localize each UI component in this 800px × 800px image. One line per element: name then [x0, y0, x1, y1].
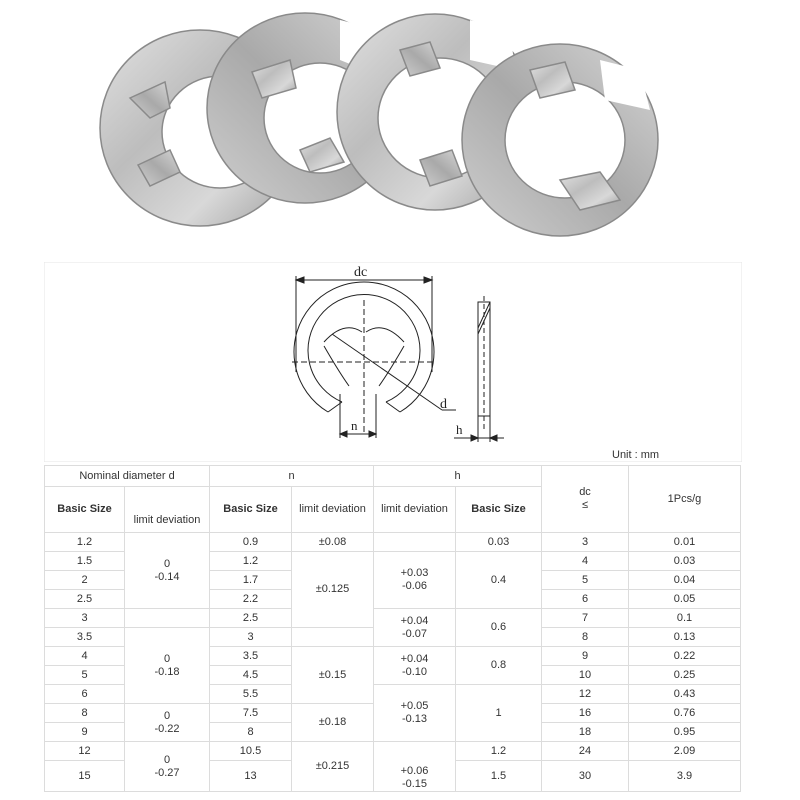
- label-n: n: [351, 418, 358, 433]
- header-h: h: [374, 466, 542, 487]
- table-row: 4 3.5 ±0.15 +0.04 -0.10 0.8 9 0.22: [45, 647, 741, 666]
- header-row-1: [45, 466, 741, 487]
- table-row: 15 13 1.5 30 3.9: [45, 761, 741, 792]
- table-row: 1.2 0 -0.14 0.9 ±0.08 0.03 3 0.01: [45, 533, 741, 552]
- technical-drawing: [44, 262, 742, 462]
- header-dc: dc ≤: [542, 466, 629, 533]
- label-h: h: [456, 422, 463, 437]
- header-d-basic: Basic Size: [45, 487, 125, 533]
- table-row: 1.5 1.2 ±0.125 +0.03 -0.06 0.4 4 0.03: [45, 552, 741, 571]
- header-h-basic: Basic Size: [456, 487, 542, 533]
- e-clip-4: [462, 44, 658, 236]
- table-row: 12 0 -0.27 10.5 ±0.215 +0.06 -0.15 1.2 24 2.09: [45, 742, 741, 761]
- table-row: 3 2.5 +0.04 -0.07 0.6 7 0.1: [45, 609, 741, 628]
- header-n: n: [210, 466, 374, 487]
- header-d-dev: limit deviation: [125, 487, 210, 533]
- spec-table: [44, 465, 741, 792]
- product-photo: [0, 0, 800, 250]
- header-weight: 1Pcs/g: [629, 466, 741, 533]
- label-dc: dc: [354, 265, 368, 280]
- header-h-dev: limit deviation: [374, 487, 456, 533]
- table-row: 2 1.7 5 0.04: [45, 571, 741, 590]
- table-row: 5 4.5 10 0.25: [45, 666, 741, 685]
- header-nominal: Nominal diameter d: [45, 466, 210, 487]
- table-row: 3.5 0 -0.18 3 8 0.13: [45, 628, 741, 647]
- table-row: 8 0 -0.22 7.5 ±0.18 16 0.76: [45, 704, 741, 723]
- header-n-dev: limit deviation: [292, 487, 374, 533]
- header-n-basic: Basic Size: [210, 487, 292, 533]
- table-row: 2.5 2.2 6 0.05: [45, 590, 741, 609]
- table-row: 6 5.5 +0.05 -0.13 1 12 0.43: [45, 685, 741, 704]
- unit-label: Unit : mm: [612, 449, 660, 461]
- label-d: d: [440, 397, 447, 412]
- table-row: 9 8 18 0.95: [45, 723, 741, 742]
